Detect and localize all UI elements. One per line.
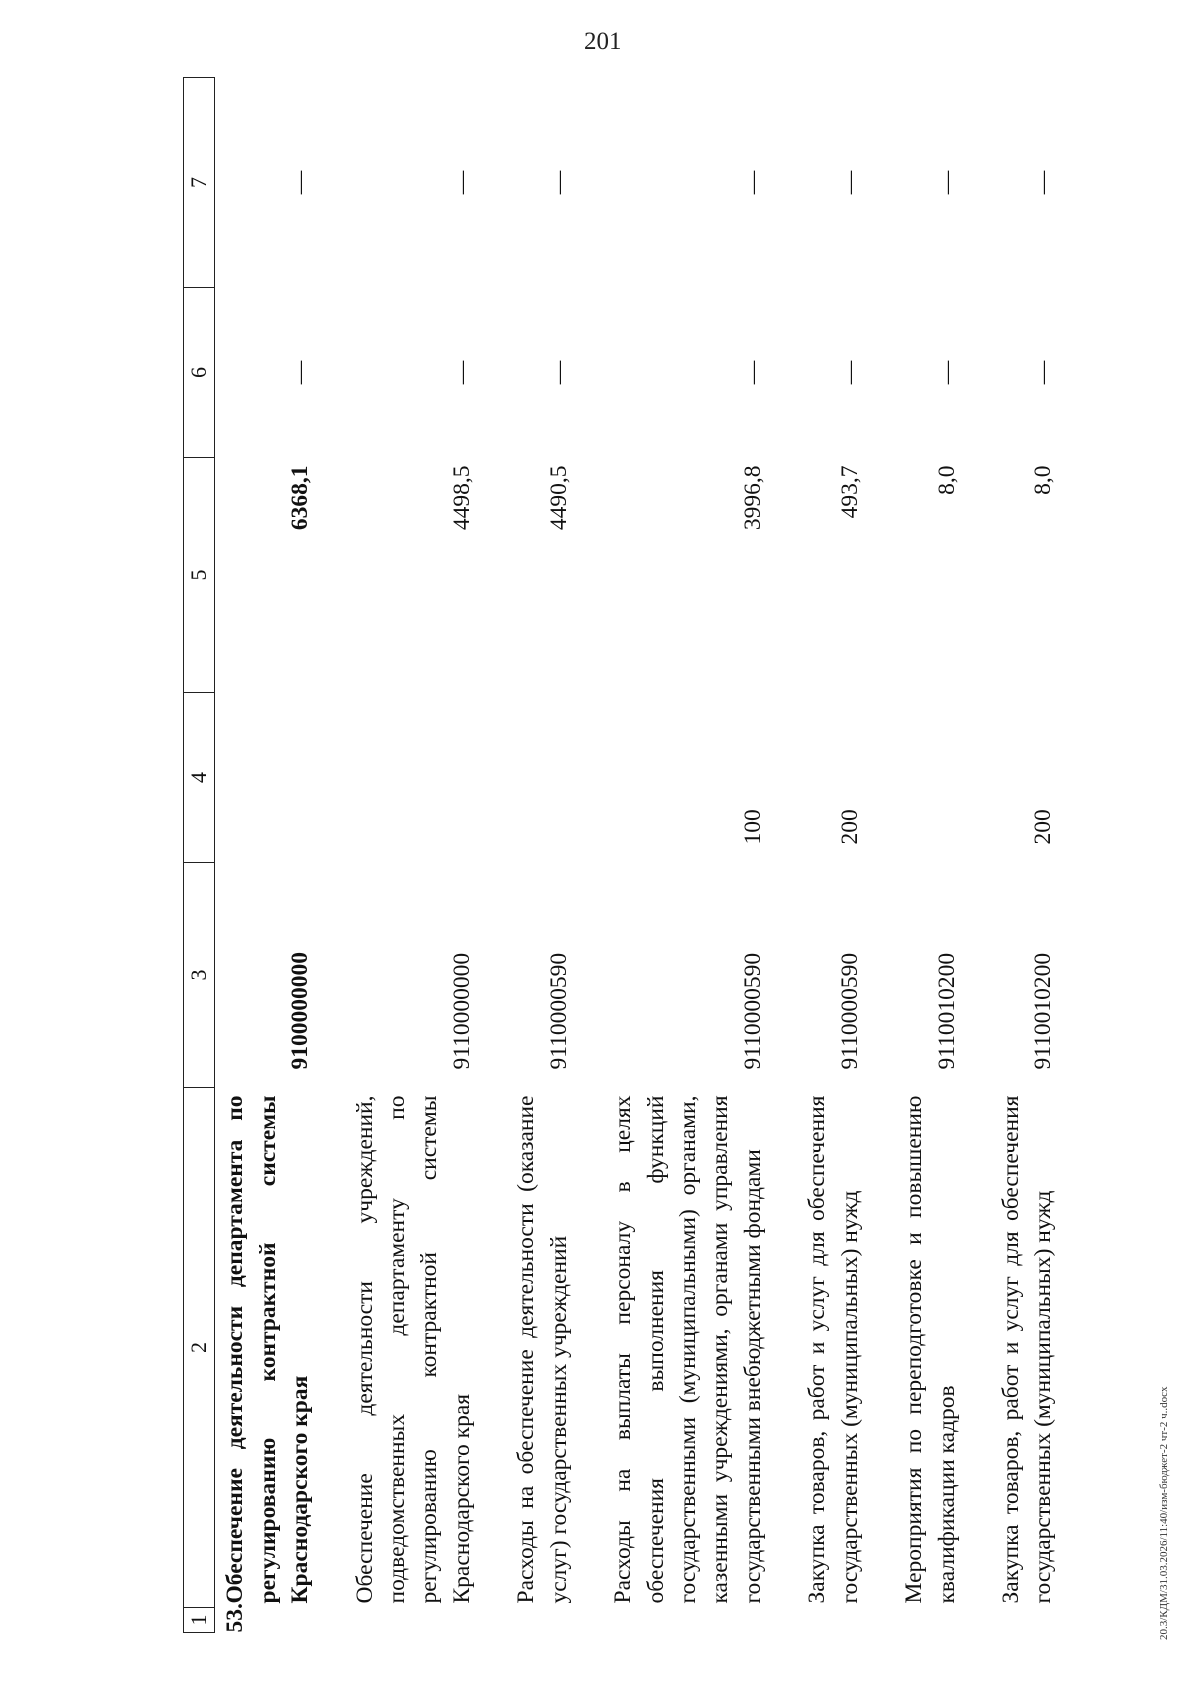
row-col7: — bbox=[836, 170, 863, 195]
row-sum: 4490,5 bbox=[545, 465, 572, 531]
row-kcsr: 9110000590 bbox=[836, 952, 863, 1070]
row-number bbox=[894, 1608, 963, 1633]
row-sum: 4498,5 bbox=[448, 465, 475, 531]
row-number bbox=[991, 1608, 1060, 1633]
row-col6: — bbox=[215, 288, 317, 458]
row-vr bbox=[506, 693, 575, 863]
row-vr bbox=[345, 693, 479, 863]
header-cell: 1 bbox=[184, 1608, 215, 1633]
row-description: Закупка товаров, работ и услуг для обеспечения государственных (муниципальных) нужд bbox=[997, 1095, 1057, 1604]
row-description: Мероприятия по переподготовке и повышению квалификации кадров bbox=[901, 1095, 960, 1604]
table-row bbox=[506, 78, 575, 1633]
header-cell: 3 bbox=[184, 863, 215, 1088]
budget-table-rotated bbox=[183, 78, 1060, 1633]
row-sum: 493,7 bbox=[836, 465, 863, 519]
row-number bbox=[603, 1608, 769, 1633]
header-cell: 6 bbox=[184, 288, 215, 458]
row-number: 53. bbox=[215, 1608, 317, 1633]
header-cell: 2 bbox=[184, 1088, 215, 1608]
row-number bbox=[797, 1608, 866, 1633]
row-col6: — bbox=[933, 360, 960, 385]
row-vr: 200 bbox=[836, 809, 863, 845]
row-col7: — bbox=[215, 78, 317, 288]
row-col7: — bbox=[448, 170, 475, 195]
row-kcsr: 9110000590 bbox=[545, 952, 572, 1070]
row-number bbox=[345, 1608, 479, 1633]
table-row bbox=[215, 78, 317, 1633]
row-sum: 8,0 bbox=[1030, 465, 1057, 495]
row-number bbox=[506, 1608, 575, 1633]
row-kcsr: 9110010200 bbox=[933, 952, 960, 1070]
row-description: Обеспечение деятельности учреждений, подведомственных департаменту по регулированию контрактной системы Краснодарского края bbox=[351, 1095, 475, 1604]
row-col7: — bbox=[739, 170, 766, 195]
page-number: 201 bbox=[584, 28, 622, 55]
row-kcsr: 9110010200 bbox=[1030, 952, 1057, 1070]
row-vr: 100 bbox=[739, 809, 766, 845]
row-sum: 8,0 bbox=[933, 465, 960, 495]
row-vr bbox=[894, 693, 963, 863]
table-row bbox=[991, 78, 1060, 1633]
row-col6: — bbox=[1030, 360, 1057, 385]
table-row bbox=[603, 78, 769, 1633]
row-vr: 200 bbox=[1030, 809, 1057, 845]
row-sum: 3996,8 bbox=[739, 465, 766, 531]
row-description: Обеспечение деятельности департамента по регулированию контрактной системы Краснодарского края bbox=[215, 1088, 317, 1608]
row-col7: — bbox=[1030, 170, 1057, 195]
row-col6: — bbox=[836, 360, 863, 385]
row-col7: — bbox=[545, 170, 572, 195]
budget-table bbox=[183, 77, 1060, 1633]
table-row bbox=[345, 78, 479, 1633]
row-description: Расходы на выплаты персоналу в целях обеспечения выполнения функций государственными (муниципальными) органами, казенными учреждениями, органами управления государственными внебюджетными фондами bbox=[610, 1095, 766, 1604]
row-kcsr: 9110000590 bbox=[739, 952, 766, 1070]
row-description: Закупка товаров, работ и услуг для обеспечения государственных (муниципальных) нужд bbox=[804, 1095, 863, 1604]
table-row bbox=[894, 78, 963, 1633]
row-sum: 6368,1 bbox=[215, 458, 317, 693]
document-footer-code: 20.3/КДМ/31.03.2026/11:40/изм-бюджет-2 чт-2 ч..docx bbox=[1158, 1386, 1170, 1640]
row-col6: — bbox=[448, 360, 475, 385]
row-vr bbox=[215, 693, 317, 863]
table-row bbox=[797, 78, 866, 1633]
header-cell: 4 bbox=[184, 693, 215, 863]
header-cell: 5 bbox=[184, 458, 215, 693]
row-description: Расходы на обеспечение деятельности (оказание услуг) государственных учреждений bbox=[513, 1095, 572, 1604]
row-col7: — bbox=[933, 170, 960, 195]
header-cell: 7 bbox=[184, 78, 215, 288]
row-col6: — bbox=[545, 360, 572, 385]
row-kcsr: 9110000000 bbox=[448, 952, 475, 1070]
header-row bbox=[184, 78, 215, 1633]
row-col6: — bbox=[739, 360, 766, 385]
row-kcsr: 9100000000 bbox=[215, 863, 317, 1088]
